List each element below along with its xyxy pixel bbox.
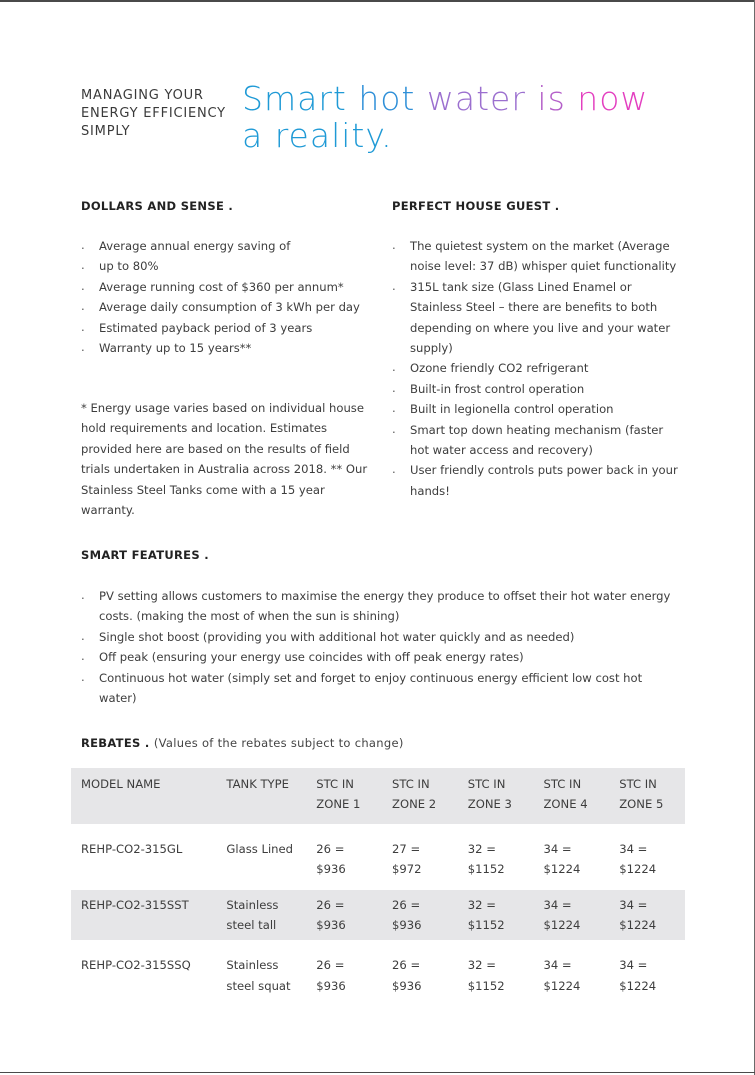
table-cell: Glass Lined	[226, 841, 294, 856]
table-cell: 34 = $1224	[543, 841, 581, 877]
column-header: STC IN ZONE 5	[619, 777, 664, 812]
table-row	[71, 940, 685, 1006]
tagline: MANAGING YOUR ENERGY EFFICIENCY SIMPLY	[81, 88, 226, 139]
page-bottom-border	[0, 1072, 755, 1073]
headline-word: water	[426, 79, 526, 118]
column-header: STC IN ZONE 4	[543, 777, 588, 812]
column-header: STC IN ZONE 2	[392, 777, 437, 812]
table-cell: 32 = $1152	[467, 958, 505, 993]
list-item: . up to 80%	[81, 256, 366, 276]
list-item: . 315L tank size (Glass Lined Enamel or Stainless Steel – there are benefits to both depending on where you live and your water supply)	[392, 277, 682, 359]
table-cell: 32 = $1152	[467, 841, 505, 877]
table-row	[71, 824, 685, 890]
table-cell: REHP-CO2-315SSQ	[81, 958, 191, 973]
perfect-house-guest-title: PERFECT HOUSE GUEST .	[392, 199, 560, 213]
list-item: . Warranty up to 15 years**	[81, 338, 366, 358]
list-item: . PV setting allows customers to maximise the energy they produce to offset their hot water energy costs. (making the most of when the sun is shining)	[81, 586, 677, 627]
list-item: . The quietest system on the market (Average noise level: 37 dB) whisper quiet functionality	[392, 236, 682, 277]
headline-word: is	[537, 79, 566, 118]
rebates-title	[81, 736, 404, 750]
table-cell: 26 = $936	[316, 841, 346, 877]
list-item: . Built-in frost control operation	[392, 379, 682, 399]
dollars-and-sense-title: DOLLARS AND SENSE .	[81, 199, 234, 213]
table-cell: 34 = $1224	[619, 958, 657, 993]
list-item: . Average annual energy saving of	[81, 236, 366, 256]
table-cell: 26 = $936	[316, 958, 346, 993]
headline	[242, 80, 722, 154]
table-cell: REHP-CO2-315SST	[81, 897, 189, 912]
table-cell: 32 = $1152	[467, 897, 505, 933]
list-item: . Estimated payback period of 3 years	[81, 318, 366, 338]
column-header: TANK TYPE	[226, 777, 289, 791]
column-header: MODEL NAME	[81, 777, 161, 791]
headline-line-1	[242, 80, 722, 117]
table-cell: REHP-CO2-315GL	[81, 841, 183, 856]
table-cell: 34 = $1224	[543, 958, 581, 993]
dollars-and-sense-list	[81, 236, 366, 358]
rebates-title-text: REBATES .	[81, 736, 150, 750]
table-cell: 26 = $936	[316, 897, 346, 933]
list-item: . Average running cost of $360 per annum*	[81, 277, 366, 297]
headline-word: Smart	[242, 79, 347, 118]
table-cell: Stainless steel tall	[226, 897, 279, 933]
list-item: . Average daily consumption of 3 kWh per day	[81, 297, 366, 317]
page-top-border	[0, 0, 755, 2]
list-item: . User friendly controls puts power back in your hands!	[392, 460, 682, 501]
rebates-subtitle: (Values of the rebates subject to change)	[153, 736, 404, 750]
table-cell: Stainless steel squat	[226, 958, 291, 993]
smart-features-list	[81, 586, 677, 708]
list-item: . Smart top down heating mechanism (faster hot water access and recovery)	[392, 420, 682, 461]
list-item: . Off peak (ensuring your energy use coincides with off peak energy rates)	[81, 647, 677, 667]
column-header: STC IN ZONE 1	[316, 777, 361, 812]
table-header-row	[71, 768, 685, 824]
column-header: STC IN ZONE 3	[467, 777, 512, 812]
table-cell: 26 = $936	[392, 897, 422, 933]
table-cell: 34 = $1224	[619, 841, 657, 877]
list-item: . Built in legionella control operation	[392, 399, 682, 419]
perfect-house-guest-list	[392, 236, 682, 501]
table-cell: 27 = $972	[392, 841, 422, 877]
list-item: . Ozone friendly CO2 refrigerant	[392, 358, 682, 378]
headline-word: hot	[358, 79, 416, 118]
headline-word: now	[577, 79, 649, 118]
table-cell: 34 = $1224	[619, 897, 657, 933]
list-item: . Continuous hot water (simply set and forget to enjoy continuous energy efficient low cost hot water)	[81, 668, 677, 709]
rebates-table	[71, 768, 685, 1006]
table-cell: 26 = $936	[392, 958, 422, 993]
footnote: * Energy usage varies based on individual house hold requirements and location. Estimates provided here are based on the results of field trials undertaken in Australia across 2018. ** Our Stainless Steel Tanks come with a 15 year warranty.	[81, 401, 368, 518]
smart-features-title: SMART FEATURES .	[81, 548, 209, 562]
table-cell: 34 = $1224	[543, 897, 581, 933]
list-item: . Single shot boost (providing you with additional hot water quickly and as needed)	[81, 627, 677, 647]
table-row	[71, 890, 685, 941]
headline-line-2: a reality.	[242, 116, 393, 155]
